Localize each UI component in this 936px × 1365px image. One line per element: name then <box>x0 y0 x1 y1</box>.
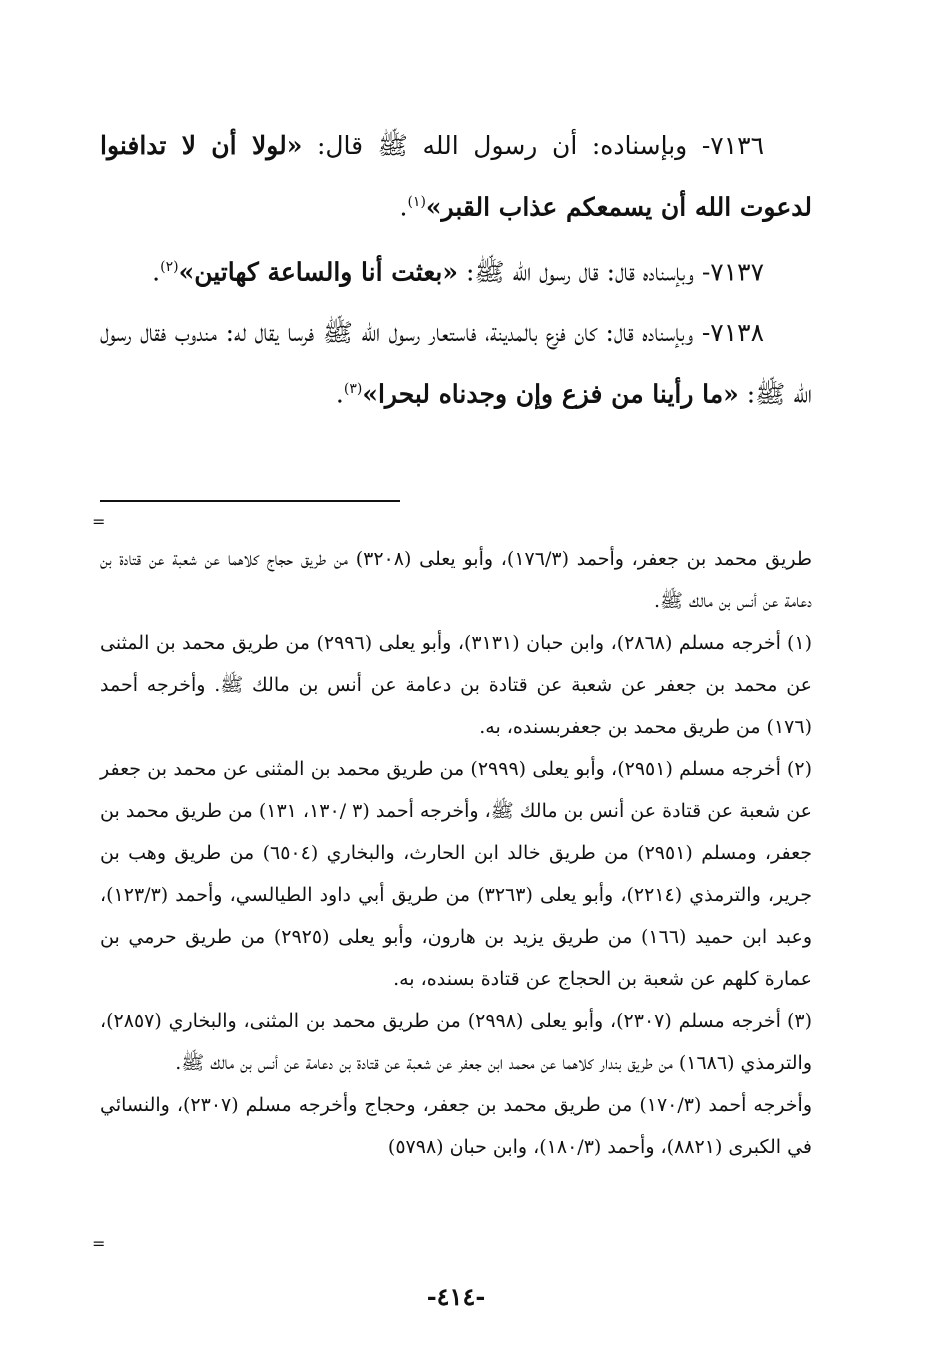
footnote-2 <box>100 748 812 1000</box>
footnote-carryover: طريق محمد بن جعفر، وأحمد (١٧٦/٣)، وأبو يعلى (٣٢٠٨) من طريق حجاج كلاهما عن شعبة عن قتادة بن دعامة عن أنس بن مالك ﷺ. <box>100 548 812 612</box>
hadith-number: ٧١٣٧- <box>701 257 764 287</box>
footnote-ref: (١) <box>407 194 426 210</box>
footnote-number: (٣) <box>786 1010 812 1032</box>
hadith-quote: «بعثت أنا والساعة كهاتين» <box>178 257 459 287</box>
hadith-7136 <box>100 118 812 235</box>
hadith-end: . <box>335 378 344 408</box>
footnote-number: (١) <box>786 632 812 654</box>
footnote-tail: وأخرجه أحمد (١٧٠/٣) من طريق محمد بن جعفر، وحجاج وأخرجه مسلم (٢٣٠٧)، والنسائي في الكبرى (٨٨٢١)، وأحمد (١٨٠/٣)، وابن حبان (٥٧٩٨) <box>100 1094 812 1158</box>
hadith-quote: «لولا أن لا تدافنوا لدعوت الله أن يسمعكم عذاب القبر» <box>100 131 812 222</box>
footnote-text: أخرجه مسلم (٢٩٥١)، وأبو يعلى (٢٩٩٩) من طريق محمد بن المثنى عن محمد بن جعفر عن شعبة عن قتادة عن أنس بن مالك ﷺ، وأخرجه أحمد (٣ /١٣٠، ١٣١) من طريق محمد بن جعفر، ومسلم (٢٩٥١) من طريق خالد ابن الحارث، والبخاري (٦٥٠٤) من طريق وهب بن جرير، والترمذي (٢٢١٤)، وأبو يعلى (٣٢٦٣) من طريق أبي داود الطيالسي، وأحمد (١٢٣/٣)، وعبد ابن حميد (١٦٦) من طريق يزيد بن هارون، وأبو يعلى (٢٩٢٥) من طريق حرمي بن عمارة كلهم عن شعبة بن الحجاج عن قتادة بسنده، به. <box>100 758 812 990</box>
book-page <box>92 118 812 1318</box>
footnote-text: أخرجه مسلم (٢٣٠٧)، وأبو يعلى (٢٩٩٨) من طريق محمد بن المثنى، والبخاري (٢٨٥٧)، والترمذي (١٦٨٦) من طريق بندار كلاهما عن محمد ابن جعفر عن شعبة عن قتادة بن دعامة عن أنس بن مالك ﷺ. <box>100 1010 812 1074</box>
footnote-separator <box>100 500 400 502</box>
continuation-marker-bottom: = <box>92 1234 106 1253</box>
footnote-ref: (٣) <box>343 380 363 397</box>
hadith-end: . <box>152 257 161 287</box>
hadith-text: وبإسناده قال: قال رسول الله ﷺ: <box>458 257 702 287</box>
hadith-number: ٧١٣٦- <box>701 131 764 160</box>
footnote-text: أخرجه مسلم (٢٨٦٨)، وابن حبان (٣١٣١)، وأبو يعلى (٢٩٩٦) من طريق محمد بن المثنى عن محمد بن جعفر عن شعبة عن قتادة بن دعامة عن أنس بن مالك ﷺ. وأخرجه أحمد (١٧٦) من طريق محمد بن جعفربسنده، به. <box>100 632 812 738</box>
hadith-7138 <box>100 305 812 422</box>
footnote-1 <box>100 622 812 748</box>
hadith-number: ٧١٣٨- <box>701 317 764 347</box>
continuation-marker-top: = <box>92 512 106 531</box>
hadith-7137 <box>100 239 812 300</box>
hadith-text: وبإسناده: أن رسول الله ﷺ قال: <box>302 131 702 160</box>
footnotes <box>100 538 812 1168</box>
footnote-ref: (٢) <box>160 259 179 276</box>
footnote-3 <box>100 1000 812 1084</box>
hadith-quote: «ما رأينا من فزع وإن وجدناه لبحرا» <box>362 378 739 408</box>
hadith-end: . <box>399 192 408 222</box>
hadith-text: وبإسناده قال: كان فزع بالمدينة، فاستعار رسول الله ﷺ فرسا يقال له: مندوب فقال رسول الله ﷺ: <box>100 317 812 408</box>
page-number: -٤١٤- <box>426 1282 486 1311</box>
footnote-number: (٢) <box>786 758 812 780</box>
